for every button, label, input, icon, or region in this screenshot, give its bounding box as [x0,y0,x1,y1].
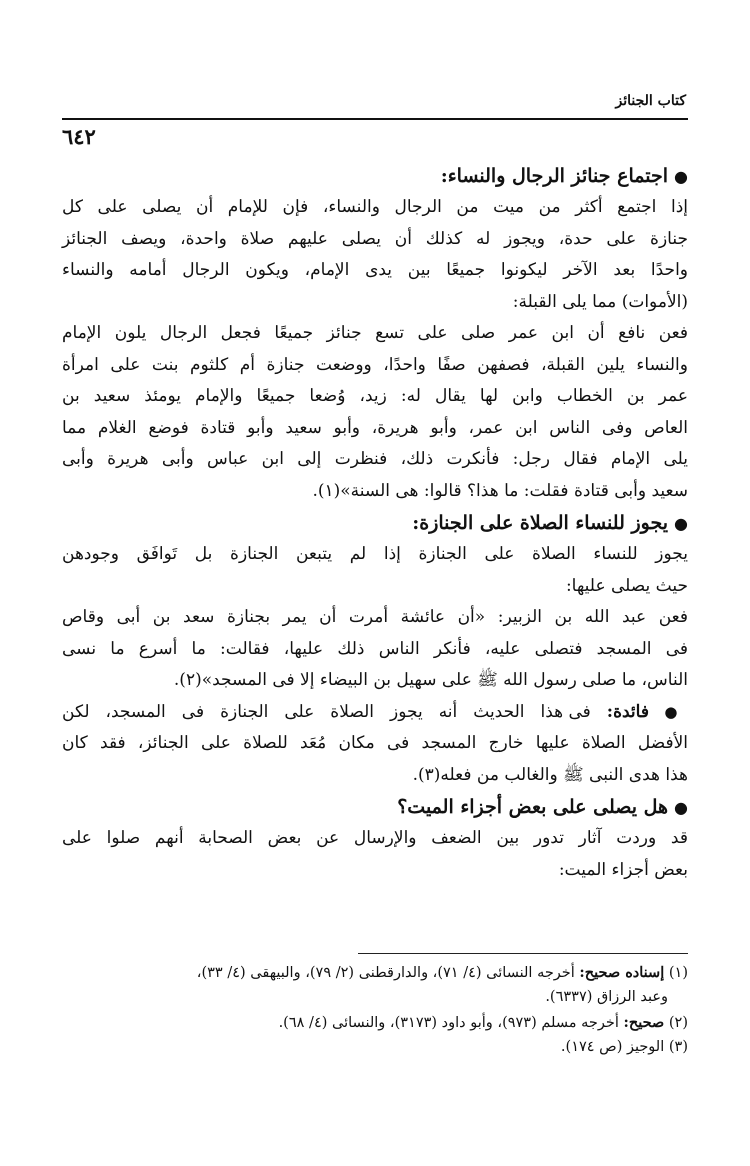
footnote-number: (٣) [668,1039,688,1055]
text-line [62,665,688,697]
text-line [62,444,688,476]
text-line [62,476,688,508]
line-text: الناس، ما صلى رسول الله ﷺ على سهيل بن البيضاء إلا فى المسجد»(٢). [173,670,688,690]
main-text [62,160,688,886]
line-text: فى هذا الحديث أنه يجوز الصلاة على الجنازة فى المسجد، لكن [62,701,591,722]
section-heading [62,507,688,539]
line-text: يجوز للنساء الصلاة على الجنازة إذا لم يتبعن الجنازة بل تَوافَق وجودهن [62,544,688,564]
footnote-text: وعبد الرزاق (٦٣٣٧). [545,989,668,1005]
footnote [62,960,688,985]
line-text: إذا اجتمع أكثر من ميت من الرجال والنساء، فإن للإمام أن يصلى على كل [62,197,688,217]
footnote [62,1035,688,1060]
text-line [62,255,688,287]
text-line [62,823,688,855]
line-text: واحدًا بعد الآخر ليكونوا جميعًا بين يدى الإمام، ويكون الرجال أمامه والنساء [62,260,688,280]
heading-text: يجوز للنساء الصلاة على الجنازة: [412,512,669,534]
inline-label: فائدة: [606,701,649,722]
line-text: هذا هدى النبى ﷺ والغالب من فعله(٣). [412,764,688,785]
line-text: والنساء يلين القبلة، فصفهن صفًا واحدًا، ووضعت جنازة أم كلثوم بنت على امرأة [62,354,688,375]
text-line [62,539,688,571]
text-line [62,224,688,256]
bullet-icon: ● [674,514,688,533]
line-text: جنازة على حدة، ويجوز له كذلك أن يصلى عليهم صلاة واحدة، ويصف الجنائز [62,228,688,249]
line-text: فعن عبد الله بن الزبير: «أن عائشة أمرت أن يمر بجنازة سعد بن أبى وقاص [62,607,688,627]
text-line [62,697,688,729]
footnote-text: الوجيز (ص ١٧٤). [560,1039,665,1055]
bullet-icon: ● [674,167,688,186]
line-text: عمر بن الخطاب وابن لها يقال له: زيد، وُضعا جميعًا والإمام يومئذ سعيد بن [62,386,688,406]
running-header-chapter-title: كتاب الجنائز [615,93,686,109]
line-text: (الأموات) مما يلى القبلة: [512,291,688,312]
heading-text: هل يصلى على بعض أجزاء الميت؟ [397,796,669,818]
line-text: يلى الإمام فقال رجل: فأنكرت ذلك، فنظرت إلى ابن عباس وأبى هريرة وأبى [62,449,688,469]
line-text: العاص وفى الناس ابن عمر، وأبو هريرة، وأبو سعيد وأبو قتادة فوضع الغلام مما [62,417,688,438]
text-line [62,413,688,445]
line-text: قد وردت آثار تدور بين الضعف والإرسال عن بعض الصحابة أنهم صلوا على [62,828,688,848]
text-line [62,760,688,792]
heading-text: اجتماع جنائز الرجال والنساء: [440,165,669,187]
section-heading [62,160,688,192]
text-line [62,381,688,413]
line-text: بعض أجزاء الميت: [558,859,688,880]
footnote [62,1010,688,1035]
footnotes [62,960,688,1060]
bullet-icon: ● [674,798,688,817]
text-line [62,728,688,760]
footnote-text: أخرجه النسائى (٤/ ٧١)، والدارقطنى (٢/ ٧٩)، والبيهقى (٤/ ٣٣)، [196,965,575,981]
header-rule [62,118,688,120]
footnote-label: صحيح: [623,1014,665,1031]
footnote-separator [358,953,688,954]
footnote-number: (٢) [668,1015,688,1031]
footnote-text: أخرجه مسلم (٩٧٣)، وأبو داود (٣١٧٣)، والنسائى (٤/ ٦٨). [278,1015,619,1031]
text-line [62,571,688,603]
footnote-label: إسناده صحيح: [579,964,665,981]
text-line [62,855,688,887]
line-text: حيث يصلى عليها: [565,575,688,596]
text-line [62,602,688,634]
text-line [62,350,688,382]
line-text: الأفضل الصلاة عليها خارج المسجد فى مكان مُعَد للصلاة على الجنائز، فقد كان [62,733,688,753]
page-number: ٦٤٢ [62,124,96,149]
footnote-number: (١) [668,965,688,981]
text-line [62,634,688,666]
footnote [62,985,688,1010]
line-text: فعن نافع أن ابن عمر صلى على تسع جنائز جميعًا فجعل الرجال يلون الإمام [62,323,688,343]
section-heading [62,791,688,823]
line-text: سعيد وأبى قتادة فقلت: ما هذا؟ قالوا: هى السنة»(١). [312,480,688,501]
text-line [62,192,688,224]
text-line [62,287,688,319]
text-line [62,318,688,350]
line-text: فى المسجد فتصلى عليه، فأنكر الناس ذلك عليها، فقالت: ما أسرع ما نسى [62,638,688,659]
bullet-icon: ● [648,702,688,721]
